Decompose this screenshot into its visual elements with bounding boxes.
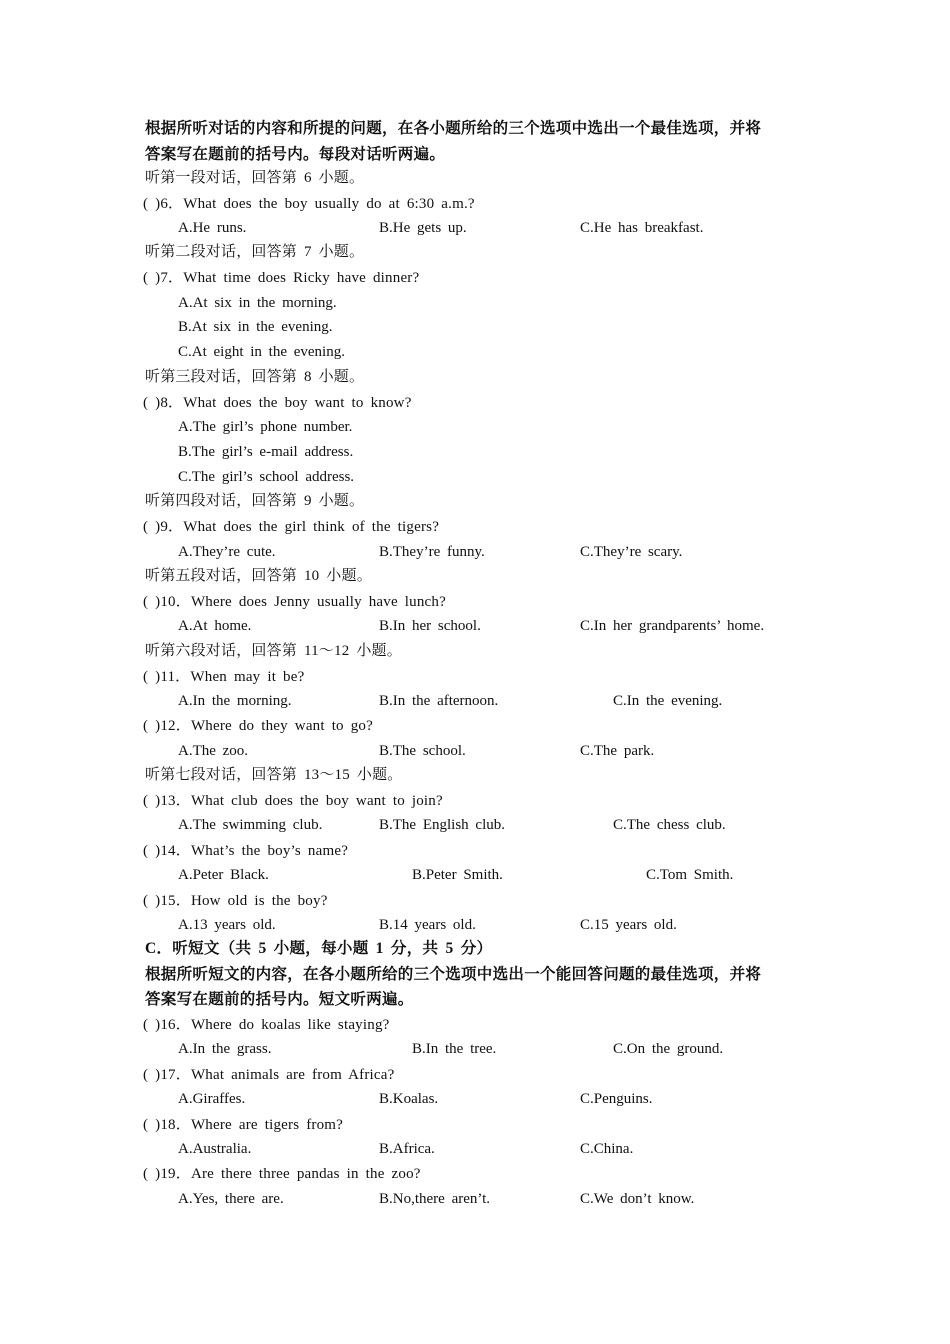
section-b-instructions-line1: 根据所听对话的内容和所提的问题，在各小题所给的三个选项中选出一个最佳选项，并将 bbox=[145, 120, 762, 137]
q10-option-b: B.In her school. bbox=[379, 618, 481, 634]
question-13: ( )13．What club does the boy want to join? bbox=[143, 793, 443, 809]
q9-option-a: A.They’re cute. bbox=[178, 544, 276, 560]
q16-option-a: A.In the grass. bbox=[178, 1041, 272, 1057]
section-b-instructions-line2: 答案写在题前的括号内。每段对话听两遍。 bbox=[145, 146, 446, 163]
question-16: ( )16．Where do koalas like staying? bbox=[143, 1017, 390, 1033]
section-c-title: C．听短文（共 5 小题，每小题 1 分，共 5 分） bbox=[145, 940, 493, 957]
q15-option-c: C.15 years old. bbox=[580, 917, 677, 933]
question-18: ( )18．Where are tigers from? bbox=[143, 1117, 344, 1133]
q19-option-c: C.We don’t know. bbox=[580, 1191, 695, 1207]
q10-option-a: A.At home. bbox=[178, 618, 252, 634]
question-12: ( )12．Where do they want to go? bbox=[143, 718, 373, 734]
q11-option-b: B.In the afternoon. bbox=[379, 693, 499, 709]
q7-option-c: C.At eight in the evening. bbox=[178, 344, 345, 360]
q17-option-a: A.Giraffes. bbox=[178, 1091, 246, 1107]
q16-option-c: C.On the ground. bbox=[613, 1041, 724, 1057]
question-6: ( )6．What does the boy usually do at 6:30 a.m.? bbox=[143, 196, 475, 212]
question-10: ( )10．Where does Jenny usually have lunch? bbox=[143, 594, 446, 610]
section-c-instructions-line2: 答案写在题前的括号内。短文听两遍。 bbox=[145, 991, 414, 1008]
question-19: ( )19．Are there three pandas in the zoo? bbox=[143, 1166, 421, 1182]
q12-option-b: B.The school. bbox=[379, 743, 466, 759]
question-15: ( )15．How old is the boy? bbox=[143, 893, 328, 909]
q11-option-c: C.In the evening. bbox=[613, 693, 723, 709]
q8-option-b: B.The girl’s e-mail address. bbox=[178, 444, 354, 460]
dialog-header-3: 听第三段对话，回答第 8 小题。 bbox=[145, 369, 365, 385]
q18-option-b: B.Africa. bbox=[379, 1141, 435, 1157]
dialog-header-4: 听第四段对话，回答第 9 小题。 bbox=[145, 493, 365, 509]
question-17: ( )17．What animals are from Africa? bbox=[143, 1067, 395, 1083]
q9-option-b: B.They’re funny. bbox=[379, 544, 485, 560]
q8-option-a: A.The girl’s phone number. bbox=[178, 419, 353, 435]
q13-option-a: A.The swimming club. bbox=[178, 817, 323, 833]
dialog-header-5: 听第五段对话，回答第 10 小题。 bbox=[145, 568, 372, 584]
q15-option-a: A.13 years old. bbox=[178, 917, 276, 933]
q8-option-c: C.The girl’s school address. bbox=[178, 469, 355, 485]
q19-option-a: A.Yes, there are. bbox=[178, 1191, 284, 1207]
question-14: ( )14．What’s the boy’s name? bbox=[143, 843, 349, 859]
section-c-instructions-line1: 根据所听短文的内容，在各小题所给的三个选项中选出一个能回答问题的最佳选项，并将 bbox=[145, 966, 762, 983]
dialog-header-7: 听第七段对话，回答第 13～15 小题。 bbox=[145, 767, 403, 783]
q13-option-b: B.The English club. bbox=[379, 817, 505, 833]
q7-option-a: A.At six in the morning. bbox=[178, 295, 337, 311]
q14-option-b: B.Peter Smith. bbox=[412, 867, 503, 883]
q12-option-a: A.The zoo. bbox=[178, 743, 249, 759]
q9-option-c: C.They’re scary. bbox=[580, 544, 683, 560]
q17-option-c: C.Penguins. bbox=[580, 1091, 653, 1107]
q6-option-c: C.He has breakfast. bbox=[580, 220, 704, 236]
q12-option-c: C.The park. bbox=[580, 743, 655, 759]
q19-option-b: B.No,there aren’t. bbox=[379, 1191, 491, 1207]
q17-option-b: B.Koalas. bbox=[379, 1091, 439, 1107]
question-11: ( )11．When may it be? bbox=[143, 669, 305, 685]
q16-option-b: B.In the tree. bbox=[412, 1041, 497, 1057]
q7-option-b: B.At six in the evening. bbox=[178, 319, 333, 335]
q15-option-b: B.14 years old. bbox=[379, 917, 476, 933]
q11-option-a: A.In the morning. bbox=[178, 693, 292, 709]
q6-option-b: B.He gets up. bbox=[379, 220, 467, 236]
q13-option-c: C.The chess club. bbox=[613, 817, 726, 833]
q14-option-c: C.Tom Smith. bbox=[646, 867, 734, 883]
question-8: ( )8．What does the boy want to know? bbox=[143, 395, 412, 411]
q14-option-a: A.Peter Black. bbox=[178, 867, 269, 883]
question-9: ( )9．What does the girl think of the tigers? bbox=[143, 519, 440, 535]
q18-option-a: A.Australia. bbox=[178, 1141, 252, 1157]
q10-option-c: C.In her grandparents’ home. bbox=[580, 618, 765, 634]
q6-option-a: A.He runs. bbox=[178, 220, 247, 236]
question-7: ( )7．What time does Ricky have dinner? bbox=[143, 270, 420, 286]
q18-option-c: C.China. bbox=[580, 1141, 634, 1157]
dialog-header-6: 听第六段对话，回答第 11～12 小题。 bbox=[145, 643, 402, 659]
dialog-header-1: 听第一段对话，回答第 6 小题。 bbox=[145, 170, 365, 186]
dialog-header-2: 听第二段对话，回答第 7 小题。 bbox=[145, 244, 365, 260]
